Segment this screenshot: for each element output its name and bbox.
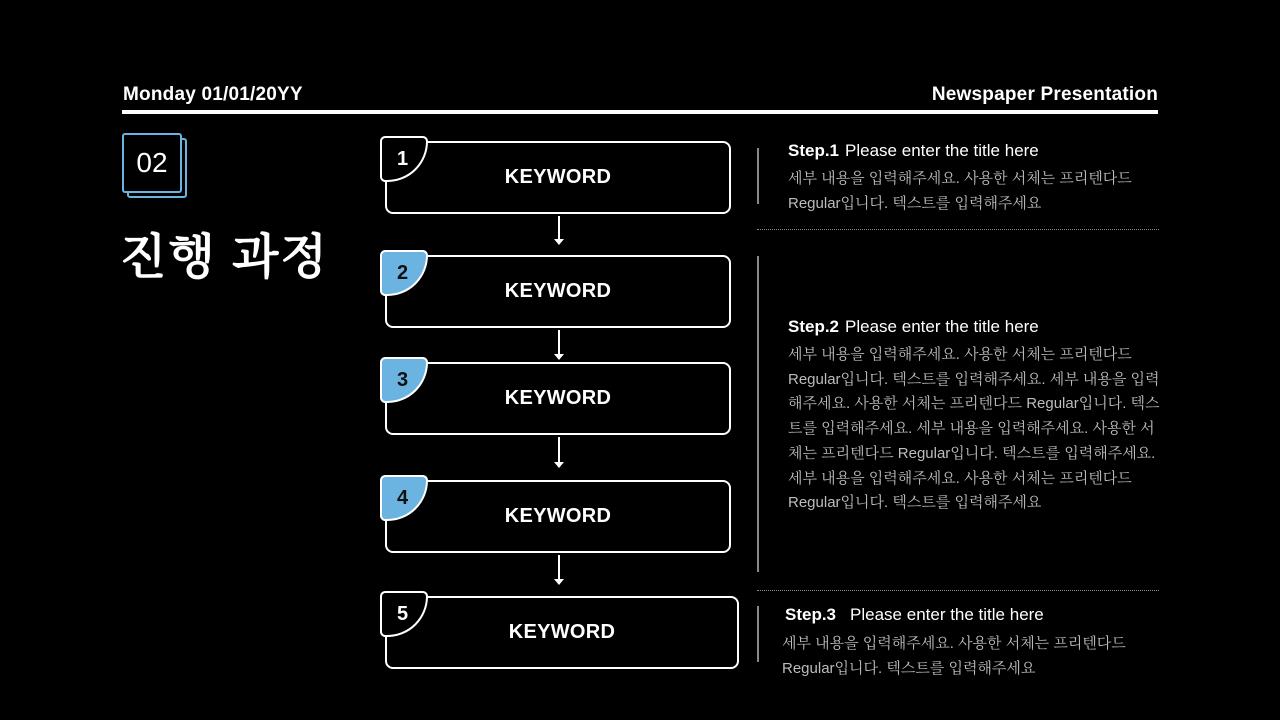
- step-keyword: KEYWORD: [504, 166, 612, 188]
- section-title: 진행 과정: [120, 231, 329, 284]
- connector-line: [558, 555, 560, 579]
- arrow-down-icon: [554, 462, 564, 468]
- description-bar: [757, 606, 759, 662]
- header-divider: [122, 110, 1158, 114]
- section-number-badge: [122, 133, 192, 203]
- step-keyword: KEYWORD: [504, 280, 612, 302]
- step-description-title-3: [785, 605, 1044, 625]
- step-box-5: [385, 596, 739, 669]
- step-description-body-1: 세부 내용을 입력해주세요. 사용한 서체는 프리텐다드 Regular입니다. 텍스트를 입력해주세요: [788, 170, 1132, 212]
- header-date: Monday 01/01/20YY: [123, 84, 303, 105]
- connector-line: [558, 330, 560, 354]
- step-label: Step.1: [788, 141, 840, 160]
- dotted-divider: [757, 590, 1159, 591]
- step-label: Step.3: [785, 605, 837, 624]
- step-number-tab-5: 5: [380, 591, 428, 637]
- connector-line: [558, 216, 560, 239]
- step-title: Please enter the title here: [845, 141, 1039, 160]
- step-box-4: [385, 480, 731, 553]
- arrow-down-icon: [554, 354, 564, 360]
- step-title: Please enter the title here: [850, 605, 1044, 624]
- step-number-tab-4: 4: [380, 475, 428, 521]
- step-keyword: KEYWORD: [504, 505, 612, 527]
- step-box-3: [385, 362, 731, 435]
- step-box-2: [385, 255, 731, 328]
- step-label: Step.2: [788, 317, 840, 336]
- step-description-title-1: [788, 141, 1039, 161]
- description-bar: [757, 256, 759, 572]
- description-bar: [757, 148, 759, 204]
- step-description-body-3: 세부 내용을 입력해주세요. 사용한 서체는 프리텐다드 Regular입니다. 텍스트를 입력해주세요: [782, 635, 1126, 677]
- arrow-down-icon: [554, 239, 564, 245]
- step-title: Please enter the title here: [845, 317, 1039, 336]
- dotted-divider: [757, 229, 1159, 230]
- section-number: 02: [122, 133, 182, 193]
- step-keyword: KEYWORD: [504, 387, 612, 409]
- presentation-title: Newspaper Presentation: [931, 84, 1158, 105]
- step-description-body-2: 세부 내용을 입력해주세요. 사용한 서체는 프리텐다드 Regular입니다. 텍스트를 입력해주세요. 세부 내용을 입력해주세요. 사용한 서체는 프리텐다드 Regular입니다. 텍스트를 입력해주세요. 세부 내용을 입력해주세요. 사용한 서체는 프리텐다드 Regular입니다. 텍스트를 입력해주세요. 세부 내용을 입력해주세요. 사용한 서체는 프리텐다드 Regular입니다. 텍스트를 입력해주세요: [788, 346, 1160, 512]
- step-description-title-2: [788, 317, 1039, 337]
- step-keyword: KEYWORD: [508, 621, 616, 643]
- connector-line: [558, 437, 560, 462]
- arrow-down-icon: [554, 579, 564, 585]
- step-number-tab-2: 2: [380, 250, 428, 296]
- step-box-1: [385, 141, 731, 214]
- step-number-tab-1: 1: [380, 136, 428, 182]
- step-number-tab-3: 3: [380, 357, 428, 403]
